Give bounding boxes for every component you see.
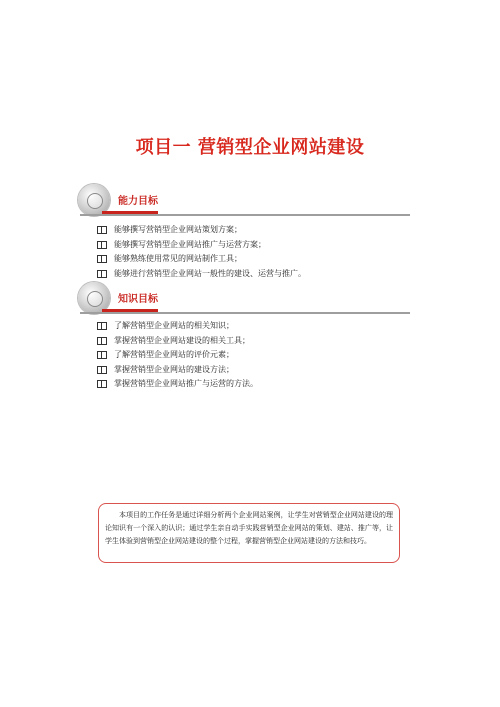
list-item — [97, 238, 306, 253]
ability-goals-list — [97, 223, 306, 281]
book-icon — [97, 322, 107, 330]
book-icon — [97, 241, 107, 249]
list-item — [97, 319, 258, 334]
list-item — [97, 252, 306, 267]
ability-goals-header — [78, 184, 408, 218]
list-item-text: 能够熟练使用常见的网站制作工具； — [114, 254, 242, 263]
book-icon — [97, 366, 107, 374]
book-icon — [97, 226, 107, 234]
list-item-text: 了解营销型企业网站的相关知识； — [114, 321, 234, 330]
book-icon — [97, 270, 107, 278]
list-item — [97, 348, 258, 363]
knowledge-goals-header — [78, 282, 408, 316]
list-item — [97, 267, 306, 282]
section-label-ability: 能力目标 — [118, 196, 158, 207]
summary-box: 本项目的工作任务是通过详细分析两个企业网站案例，让学生对营销型企业网站建设的理论知识有一个深入的认识；通过学生亲自动手实践营销型企业网站的策划、建站、推广等，让学生体验到营销型企业网站建设的整个过程，掌握营销型企业网站建设的方法和技巧。 — [98, 503, 400, 563]
book-icon — [97, 337, 107, 345]
list-item — [97, 334, 258, 349]
list-item-text: 能够撰写营销型企业网站推广与运营方案； — [114, 239, 266, 249]
list-item-text: 掌握营销型企业网站推广与运营的方法。 — [114, 379, 258, 388]
list-item-text: 能够撰写营销型企业网站策划方案； — [114, 225, 242, 234]
page-title: 项目一 营销型企业网站建设 — [135, 137, 365, 158]
list-item-text: 掌握营销型企业网站建设的相关工具； — [114, 335, 250, 345]
section-divider — [80, 214, 410, 216]
book-icon — [97, 351, 107, 359]
section-label-knowledge: 知识目标 — [118, 294, 158, 305]
list-item — [97, 377, 258, 392]
list-item-text: 了解营销型企业网站的评价元素； — [114, 350, 234, 359]
list-item — [97, 363, 258, 378]
list-item-text: 掌握营销型企业网站的建设方法； — [114, 364, 234, 374]
book-icon — [97, 255, 107, 263]
book-icon — [97, 380, 107, 388]
section-divider — [80, 312, 410, 314]
knowledge-goals-list — [97, 319, 258, 392]
list-item — [97, 223, 306, 238]
list-item-text: 能够进行营销型企业网站一般性的建设、运营与推广。 — [114, 268, 306, 278]
